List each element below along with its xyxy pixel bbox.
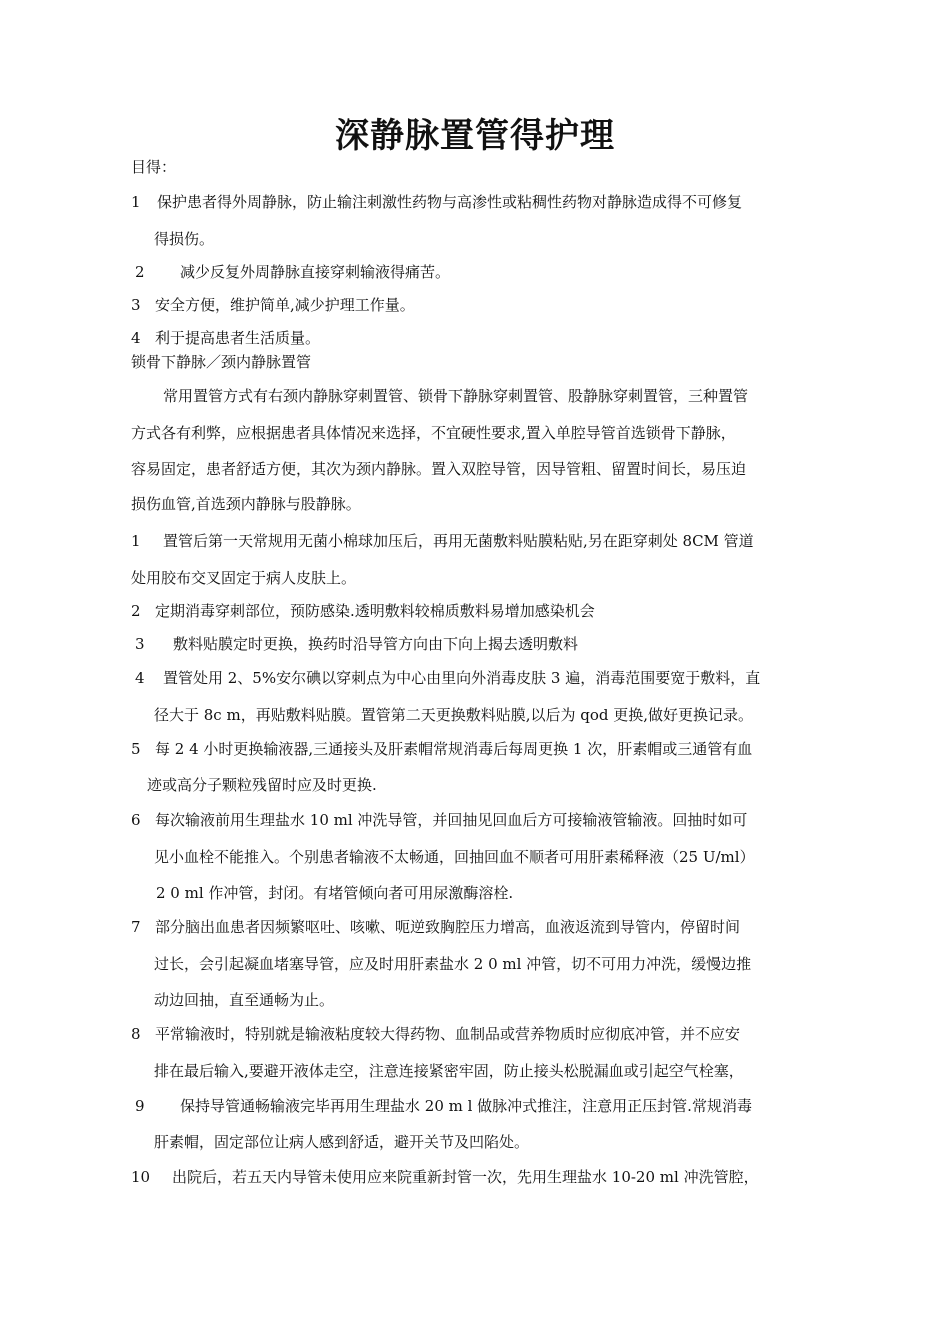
- list-item-text: 保护患者得外周静脉，防止输注刺激性药物与高渗性或粘稠性药物对静脉造成得不可修复: [157, 193, 743, 211]
- list-number: 6: [131, 811, 141, 829]
- list-number: 2: [135, 263, 145, 281]
- section-heading: 锁骨下静脉／颈内静脉置管: [131, 353, 312, 371]
- list-item-text: 减少反复外周静脉直接穿刺输液得痛苦。: [180, 263, 451, 281]
- list-item-text: 2 0 ml 作冲管，封闭。有堵管倾向者可用尿激酶溶栓.: [156, 884, 514, 902]
- list-item-text: 置管后第一天常规用无菌小棉球加压后，再用无菌敷料贴膜粘贴,另在距穿刺处 8CM 管道: [163, 532, 754, 550]
- list-number: 8: [131, 1025, 141, 1043]
- list-item-text: 平常输液时，特别就是输液粘度较大得药物、血制品或营养物质时应彻底冲管，并不应安: [155, 1025, 741, 1043]
- list-item-text: 利于提高患者生活质量。: [155, 329, 321, 347]
- list-item-text: 径大于 8c m，再贴敷料贴膜。置管第二天更换敷料贴膜,以后为 qod 更换,做好更换记录。: [154, 706, 754, 724]
- paragraph-line: 方式各有利弊，应根据患者具体情况来选择，不宜硬性要求,置入单腔导管首选锁骨下静脉，: [131, 424, 736, 442]
- list-item-text: 定期消毒穿刺部位，预防感染.透明敷料较棉质敷料易增加感染机会: [155, 602, 595, 620]
- list-number: 7: [131, 918, 141, 936]
- list-item-text: 动边回抽，直至通畅为止。: [154, 991, 335, 1009]
- list-item-text: 敷料贴膜定时更换，换药时沿导管方向由下向上揭去透明敷料: [173, 635, 579, 653]
- list-number: 3: [135, 635, 145, 653]
- list-item-text: 肝素帽，固定部位让病人感到舒适，避开关节及凹陷处。: [154, 1133, 530, 1151]
- list-item-text: 排在最后输入,要避开液体走空，注意连接紧密牢固，防止接头松脱漏血或引起空气栓塞，: [154, 1062, 744, 1080]
- list-item-text: 每次输液前用生理盐水 10 ml 冲洗导管，并回抽见回血后方可接输液管输液。回抽时如可: [155, 811, 748, 829]
- paragraph-line: 容易固定，患者舒适方便，其次为颈内静脉。置入双腔导管，因导管粗、留置时间长，易压迫: [131, 460, 747, 478]
- list-item-text: 见小血栓不能推入。个别患者输液不太畅通，回抽回血不顺者可用肝素稀释液（25 U/ml）: [154, 848, 755, 866]
- list-number: 2: [131, 602, 141, 620]
- list-item-text: 安全方便，维护简单,减少护理工作量。: [155, 296, 415, 314]
- list-item-text: 置管处用 2、5%安尔碘以穿刺点为中心由里向外消毒皮肤 3 遍，消毒范围要宽于敷料，直: [163, 669, 761, 687]
- paragraph-line: 常用置管方式有右颈内静脉穿刺置管、锁骨下静脉穿刺置管、股静脉穿刺置管，三种置管: [163, 387, 749, 405]
- list-item-text: 保持导管通畅输液完毕再用生理盐水 20 m l 做脉冲式推注，注意用正压封管.常规消毒: [180, 1097, 752, 1115]
- list-item-text: 部分脑出血患者因频繁呕吐、咳嗽、呃逆致胸腔压力增高，血液返流到导管内，停留时间: [155, 918, 741, 936]
- list-number: 1: [131, 193, 141, 211]
- list-number: 5: [131, 740, 141, 758]
- list-item-text: 处用胶布交叉固定于病人皮肤上。: [131, 569, 357, 587]
- paragraph-line: 损伤血管,首选颈内静脉与股静脉。: [131, 495, 361, 513]
- list-number: 4: [135, 669, 145, 687]
- list-number: 1: [131, 532, 141, 550]
- list-item-text: 每 2 4 小时更换输液器,三通接头及肝素帽常规消毒后每周更换 1 次，肝素帽或三通管有血: [155, 740, 753, 758]
- list-item-text: 过长，会引起凝血堵塞导管，应及时用肝素盐水 2 0 ml 冲管，切不可用力冲洗，缓慢边推: [154, 955, 752, 973]
- list-number: 10: [131, 1168, 151, 1186]
- list-number: 3: [131, 296, 141, 314]
- list-number: 4: [131, 329, 141, 347]
- list-item-text: 出院后，若五天内导管未使用应来院重新封管一次，先用生理盐水 10-20 ml 冲洗管腔，: [172, 1168, 759, 1186]
- list-item-text: 得损伤。: [154, 230, 215, 248]
- page-title: 深静脉置管得护理: [335, 116, 615, 156]
- purpose-heading: 目得：: [131, 158, 177, 176]
- list-number: 9: [135, 1097, 145, 1115]
- list-item-text: 迹或高分子颗粒残留时应及时更换.: [147, 776, 377, 794]
